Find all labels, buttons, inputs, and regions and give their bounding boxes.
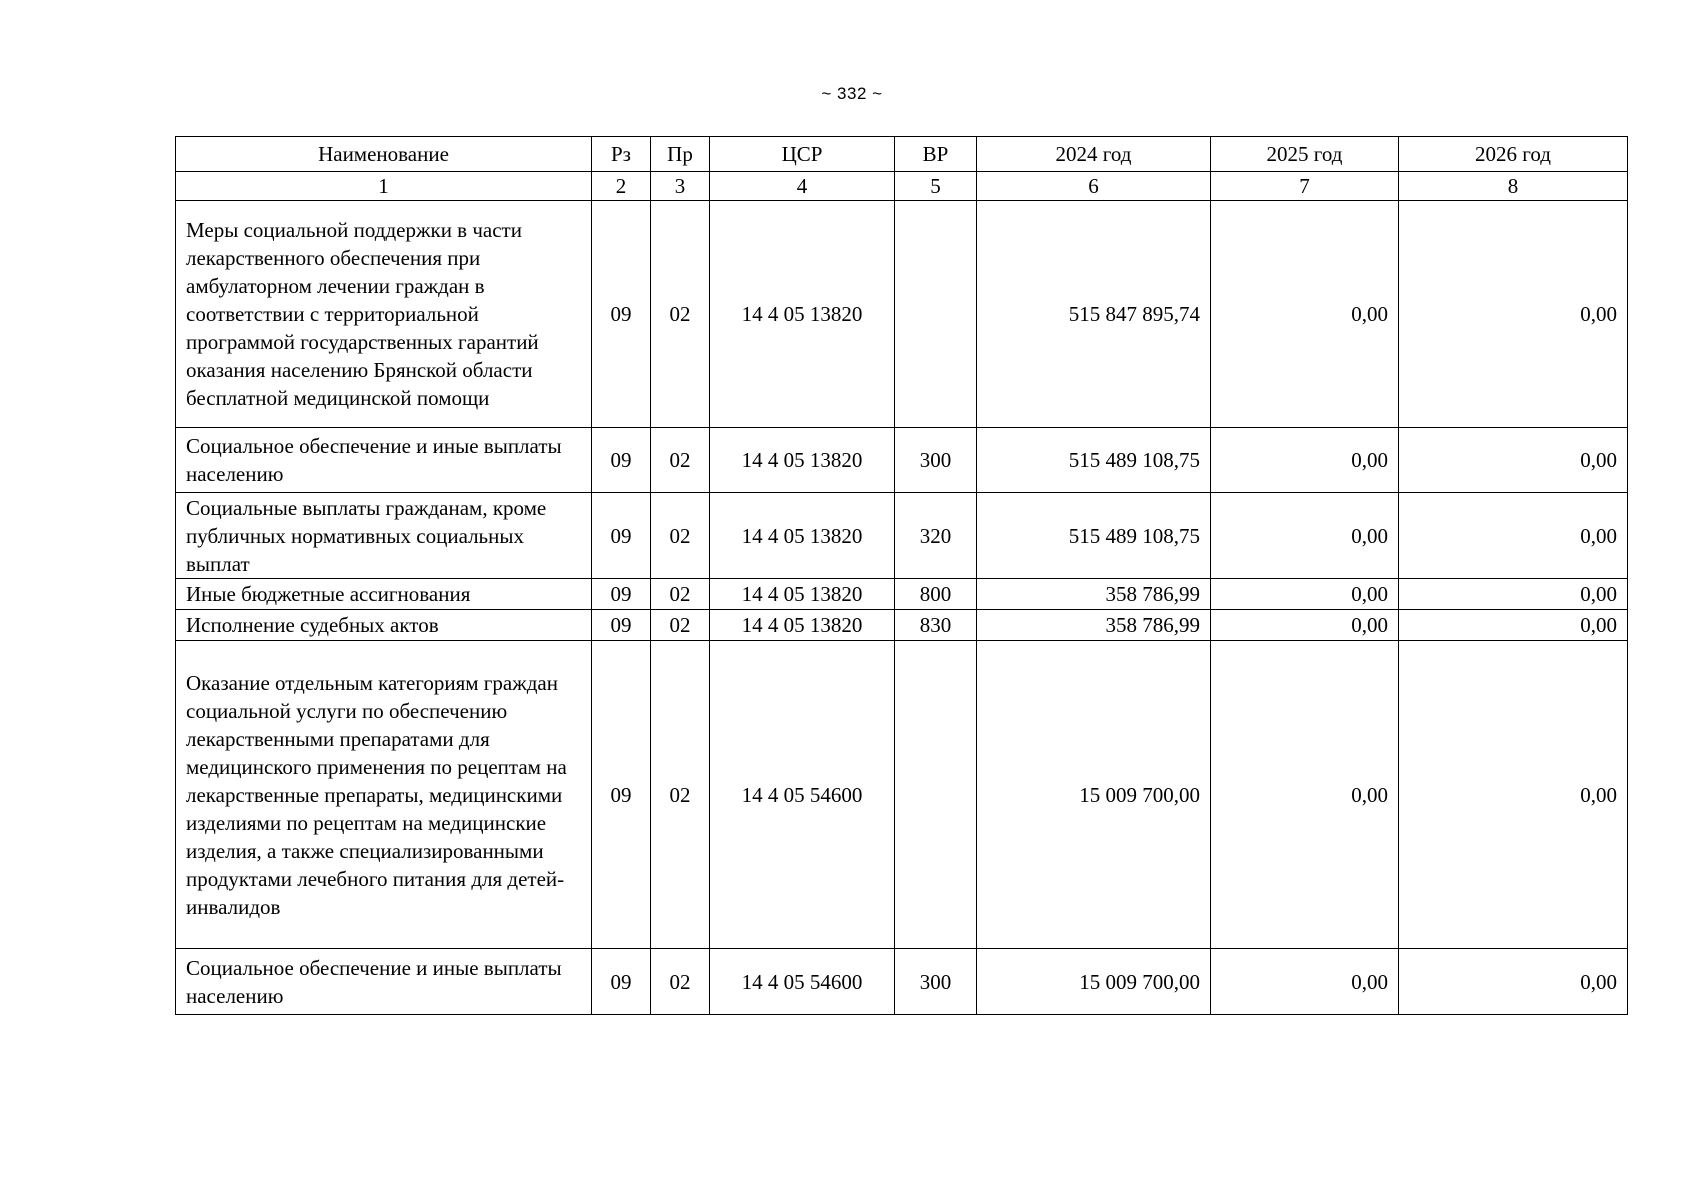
column-number: 4 — [710, 172, 895, 201]
row-pr: 02 — [651, 641, 710, 949]
row-csr: 14 4 05 13820 — [710, 579, 895, 610]
row-csr: 14 4 05 54600 — [710, 641, 895, 949]
row-pr: 02 — [651, 428, 710, 493]
table-row — [176, 428, 1628, 493]
row-2025: 0,00 — [1211, 428, 1399, 493]
row-rz: 09 — [592, 201, 651, 428]
table-row — [176, 641, 1628, 949]
row-name: Социальное обеспечение и иные выплаты населению — [176, 428, 592, 493]
row-csr: 14 4 05 13820 — [710, 201, 895, 428]
header-name: Наименование — [176, 137, 592, 172]
row-csr: 14 4 05 54600 — [710, 949, 895, 1015]
row-name: Социальное обеспечение и иные выплаты населению — [176, 949, 592, 1015]
column-number: 2 — [592, 172, 651, 201]
row-2025: 0,00 — [1211, 201, 1399, 428]
row-pr: 02 — [651, 949, 710, 1015]
header-row — [176, 137, 1628, 172]
header-rz: Рз — [592, 137, 651, 172]
row-rz: 09 — [592, 493, 651, 579]
row-2024: 358 786,99 — [977, 610, 1211, 641]
header-vr: ВР — [895, 137, 977, 172]
table-row — [176, 579, 1628, 610]
column-number: 8 — [1399, 172, 1628, 201]
column-number: 7 — [1211, 172, 1399, 201]
row-vr: 300 — [895, 949, 977, 1015]
table-row — [176, 949, 1628, 1015]
column-number: 3 — [651, 172, 710, 201]
row-2025: 0,00 — [1211, 641, 1399, 949]
row-vr: 830 — [895, 610, 977, 641]
header-pr: Пр — [651, 137, 710, 172]
row-csr: 14 4 05 13820 — [710, 493, 895, 579]
row-vr — [895, 641, 977, 949]
header-2024: 2024 год — [977, 137, 1211, 172]
row-2025: 0,00 — [1211, 579, 1399, 610]
row-2024: 358 786,99 — [977, 579, 1211, 610]
header-csr: ЦСР — [710, 137, 895, 172]
row-name: Социальные выплаты гражданам, кроме публичных нормативных социальных выплат — [176, 493, 592, 579]
row-2026: 0,00 — [1399, 579, 1628, 610]
row-2025: 0,00 — [1211, 493, 1399, 579]
row-vr: 300 — [895, 428, 977, 493]
row-vr: 800 — [895, 579, 977, 610]
budget-table — [175, 136, 1628, 1015]
column-number: 1 — [176, 172, 592, 201]
row-name: Оказание отдельным категориям граждан социальной услуги по обеспечению лекарственными препаратами для медицинского применения по рецептам на лекарственные препараты, медицинскими изделиями по рецептам на медицинские изделия, а также специализированными продуктами лечебного питания для детей-инвалидов — [176, 641, 592, 949]
row-vr — [895, 201, 977, 428]
row-2024: 515 489 108,75 — [977, 493, 1211, 579]
row-2024: 515 847 895,74 — [977, 201, 1211, 428]
page-number: ~ 332 ~ — [821, 84, 883, 103]
column-number: 5 — [895, 172, 977, 201]
column-number-row — [176, 172, 1628, 201]
column-number: 6 — [977, 172, 1211, 201]
row-2026: 0,00 — [1399, 493, 1628, 579]
row-pr: 02 — [651, 201, 710, 428]
row-csr: 14 4 05 13820 — [710, 610, 895, 641]
row-rz: 09 — [592, 610, 651, 641]
header-2026: 2026 год — [1399, 137, 1628, 172]
row-vr: 320 — [895, 493, 977, 579]
table-row — [176, 493, 1628, 579]
row-rz: 09 — [592, 428, 651, 493]
row-2024: 15 009 700,00 — [977, 641, 1211, 949]
row-rz: 09 — [592, 641, 651, 949]
row-2024: 15 009 700,00 — [977, 949, 1211, 1015]
row-name: Меры социальной поддержки в части лекарственного обеспечения при амбулаторном лечении граждан в соответствии с территориальной программой государственных гарантий оказания населению Брянской области бесплатной медицинской помощи — [176, 201, 592, 428]
row-2024: 515 489 108,75 — [977, 428, 1211, 493]
table-row — [176, 610, 1628, 641]
row-name: Иные бюджетные ассигнования — [176, 579, 592, 610]
header-2025: 2025 год — [1211, 137, 1399, 172]
row-rz: 09 — [592, 949, 651, 1015]
row-pr: 02 — [651, 493, 710, 579]
row-2026: 0,00 — [1399, 428, 1628, 493]
row-rz: 09 — [592, 579, 651, 610]
table-row — [176, 201, 1628, 428]
row-2025: 0,00 — [1211, 610, 1399, 641]
row-csr: 14 4 05 13820 — [710, 428, 895, 493]
row-2025: 0,00 — [1211, 949, 1399, 1015]
row-2026: 0,00 — [1399, 201, 1628, 428]
row-pr: 02 — [651, 610, 710, 641]
row-2026: 0,00 — [1399, 610, 1628, 641]
row-pr: 02 — [651, 579, 710, 610]
row-2026: 0,00 — [1399, 949, 1628, 1015]
row-2026: 0,00 — [1399, 641, 1628, 949]
row-name: Исполнение судебных актов — [176, 610, 592, 641]
